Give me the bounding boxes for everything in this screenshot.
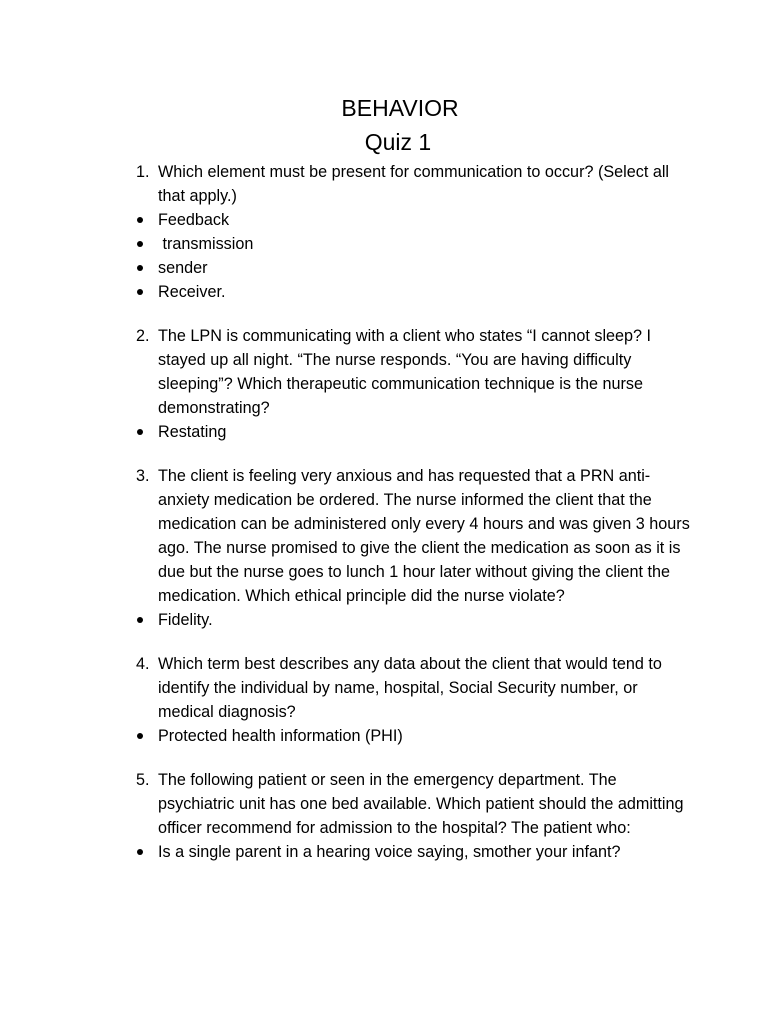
question-number: 2. <box>136 327 150 345</box>
spacer <box>136 748 696 768</box>
question-5 <box>136 768 696 840</box>
answer-text: sender <box>158 259 208 277</box>
answer-text: Feedback <box>158 211 230 229</box>
answer-text: Is a single parent in a hearing voice saying, smother your infant? <box>158 843 621 861</box>
question-1 <box>136 160 696 208</box>
question-number: 3. <box>136 467 150 485</box>
answer-text: transmission <box>158 235 254 253</box>
answer-text: Restating <box>158 423 227 441</box>
answer-item <box>136 724 696 748</box>
answer-item <box>136 420 696 444</box>
bullet-icon <box>137 733 143 739</box>
answer-item <box>136 232 696 256</box>
question-number: 4. <box>136 655 150 673</box>
spacer <box>136 304 696 324</box>
question-text: The LPN is communicating with a client who states “I cannot sleep? I stayed up all night. “The nurse responds. “You are having difficulty sleeping”? Which therapeutic communication technique is the nurse demonstrating? <box>158 327 652 417</box>
answer-item <box>136 208 696 232</box>
question-text: The following patient or seen in the emergency department. The psychiatric unit has one bed available. Which patient should the admitting officer recommend for admission to the hospital? The patient who: <box>158 771 684 837</box>
spacer <box>136 444 696 464</box>
bullet-icon <box>137 217 143 223</box>
spacer <box>136 632 696 652</box>
question-text: Which element must be present for communication to occur? (Select all that apply.) <box>158 163 670 205</box>
bullet-icon <box>137 849 143 855</box>
answer-text: Receiver. <box>158 283 226 301</box>
bullet-icon <box>137 265 143 271</box>
bullet-icon <box>137 429 143 435</box>
bullet-icon <box>137 289 143 295</box>
answer-item <box>136 280 696 304</box>
quiz-content <box>136 160 696 864</box>
answer-item <box>136 608 696 632</box>
answer-text: Protected health information (PHI) <box>158 727 403 745</box>
page-title: BEHAVIOR <box>341 95 459 121</box>
answer-text: Fidelity. <box>158 611 213 629</box>
question-number: 5. <box>136 771 150 789</box>
answer-item <box>136 840 696 864</box>
question-text: The client is feeling very anxious and has requested that a PRN anti-anxiety medication be ordered. The nurse informed the client that the medication can be administered only every 4 hours and was given 3 hours ago. The nurse promised to give the client the medication as soon as it is due but the nurse goes to lunch 1 hour later without giving the client the medication. Which ethical principle did the nurse violate? <box>158 467 690 605</box>
bullet-icon <box>137 617 143 623</box>
bullet-icon <box>137 241 143 247</box>
question-number: 1. <box>136 163 150 181</box>
question-2 <box>136 324 696 420</box>
question-3 <box>136 464 696 608</box>
answer-item <box>136 256 696 280</box>
question-text: Which term best describes any data about the client that would tend to identify the individual by name, hospital, Social Security number, or medical diagnosis? <box>158 655 662 721</box>
page-subtitle: Quiz 1 <box>364 129 432 155</box>
question-4 <box>136 652 696 724</box>
